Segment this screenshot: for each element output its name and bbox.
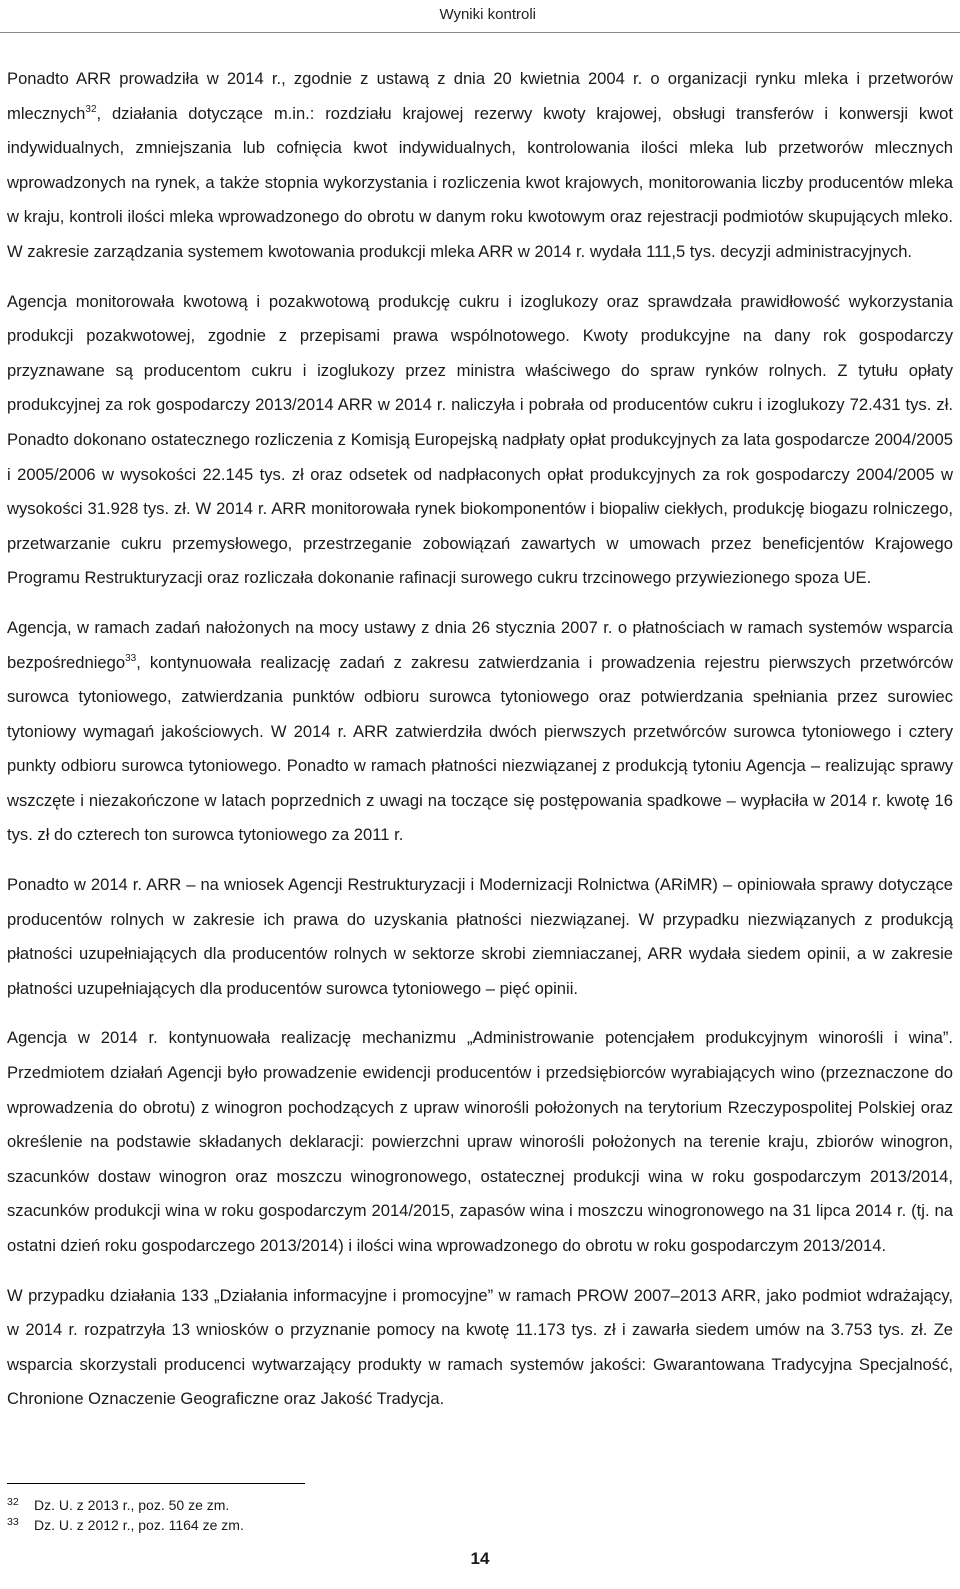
footnote-text: Dz. U. z 2012 r., poz. 1164 ze zm.: [34, 1517, 244, 1533]
footnote-number: 32: [7, 1496, 19, 1508]
paragraph-milk: [7, 62, 953, 270]
paragraph-text: , kontynuowała realizację zadań z zakresu zatwierdzania i prowadzenia rejestru pierwszych przetwórców surowca tytoniowego, zatwierdzania punktów odbioru surowca tytoniowego oraz potwierdzania spełniania przez surowiec tytoniowy wymagań jakościowych. W 2014 r. ARR zatwierdziła dwóch pierwszych przetwórców surowca tytoniowego i cztery punkty odbioru surowca tytoniowego. Ponadto w ramach płatności niezwiązanej z produkcją tytoniu Agencja – realizując sprawy wszczęte i niezakończone w latach poprzednich z uwagi na toczące się postępowania spadkowe – wypłaciła w 2014 r. kwotę 16 tys. zł do czterech ton surowca tytoniowego za 2011 r.: [7, 652, 953, 845]
footnote-divider: [7, 1483, 305, 1484]
paragraph-text: Ponadto w 2014 r. ARR – na wniosek Agencji Restrukturyzacji i Modernizacji Rolnictwa (ARiMR) – opiniowała sprawy dotyczące producentów rolnych w zakresie ich prawa do uzyskania płatności niezwiązanej. W przypadku niezwiązanych z produkcją płatności uzupełniających dla producentów rolnych w sektorze skrobi ziemniaczanej, ARR wydała siedem opinii, a w zakresie płatności uzupełniających dla producentów surowca tytoniowego – pięć opinii.: [7, 875, 953, 998]
footnote-item: [7, 1515, 607, 1535]
footnote-item: [7, 1495, 607, 1515]
paragraph-tobacco: [7, 611, 953, 853]
paragraph-opinions: [7, 868, 953, 1006]
page-number: 14: [470, 1549, 490, 1568]
paragraph-text: Agencja w 2014 r. kontynuowała realizację mechanizmu „Administrowanie potencjałem produkcyjnym winorośli i wina”. Przedmiotem działań Agencji było prowadzenie ewidencji producentów i przedsiębiorców wyrabiających wino (przeznaczone do wprowadzenia do obrotu) z winogron pochodzących z upraw winorośli położonych na terytorium Rzeczypospolitej Polskiej oraz określenie na podstawie składanych deklaracji: powierzchni upraw winorośli położonych na terenie kraju, zbiorów winogron, szacunków dostaw winogron oraz moszczu winogronowego, ostatecznej produkcji wina w roku gospodarczym 2013/2014, szacunków produkcji wina w roku gospodarczym 2014/2015, zapasów wina i moszczu winogronowego na 31 lipca 2014 r. (tj. na ostatni dzień roku gospodarczego 2013/2014) i ilości wina wprowadzonego do obrotu w roku gospodarczym 2013/2014.: [7, 1028, 953, 1255]
paragraph-sugar: [7, 285, 953, 596]
paragraph-text: , działania dotyczące m.in.: rozdziału krajowej rezerwy kwoty krajowej, obsługi transferów i konwersji kwot indywidualnych, zmniejszania lub cofnięcia kwot indywidualnych, kontrolowania ilości mleka lub przetworów mlecznych wprowadzonych na rynek, a także stopnia wykorzystania i rozliczenia kwot krajowych, monitorowania liczby producentów mleka w kraju, kontroli ilości mleka wprowadzonego do obrotu w danym roku kwotowym oraz rejestracji podmiotów skupujących mleko. W zakresie zarządzania systemem kwotowania produkcji mleka ARR w 2014 r. wydała 111,5 tys. decyzji administracyjnych.: [7, 103, 953, 261]
paragraph-text: W przypadku działania 133 „Działania informacyjne i promocyjne” w ramach PROW 2007–2013 ARR, jako podmiot wdrażający, w 2014 r. rozpatrzyła 13 wniosków o przyznanie pomocy na kwotę 11.173 tys. zł i zawarła siedem umów na 3.753 tys. zł. Ze wsparcia skorzystali producenci wytwarzający produkty w ramach systemów jakości: Gwarantowana Tradycyjna Specjalność, Chronione Oznaczenie Geograficzne oraz Jakość Tradycja.: [7, 1285, 953, 1409]
footnote-number: 33: [7, 1516, 19, 1528]
running-header-title: Wyniki kontroli: [439, 6, 536, 23]
paragraph-text: Agencja monitorowała kwotową i pozakwotową produkcję cukru i izoglukozy oraz sprawdzała prawidłowość wykorzystania produkcji pozakwotowej, zgodnie z przepisami prawa wspólnotowego. Kwoty produkcyjne na dany rok gospodarczy przyznawane są producentom cukru i izoglukozy przez ministra właściwego do spraw rynków rolnych. Z tytułu opłaty produkcyjnej za rok gospodarczy 2013/2014 ARR w 2014 r. naliczyła i pobrała od producentów cukru i izoglukozy 72.431 tys. zł. Ponadto dokonano ostatecznego rozliczenia z Komisją Europejską nadpłaty opłat produkcyjnych za lata gospodarcze 2004/2005 i 2005/2006 w wysokości 22.145 tys. zł oraz odsetek od nadpłaconych opłat produkcyjnych za rok gospodarczy 2004/2005 w wysokości 31.928 tys. zł. W 2014 r. ARR monitorowała rynek biokomponentów i biopaliw ciekłych, produkcję biogazu rolniczego, przetwarzanie cukru przemysłowego, przestrzeganie zobowiązań zawartych w umowach przez beneficjentów Krajowego Programu Restrukturyzacji oraz rozliczała dokonanie rafinacji surowego cukru trzcinowego przywiezionego spoza UE.: [7, 291, 953, 588]
paragraph-text: Ponadto ARR prowadziła w 2014 r., zgodnie z ustawą z dnia 20 kwietnia 2004 r. o organizacji rynku mleka i przetworów mlecznych: [7, 69, 953, 123]
page-header: [0, 0, 960, 33]
footnote-ref: 32: [85, 103, 97, 115]
footnote-ref: 33: [125, 652, 137, 664]
paragraph-promotion: [7, 1279, 953, 1417]
footnotes: [7, 1495, 607, 1535]
paragraph-wine: [7, 1021, 953, 1263]
paragraph-text: Agencja, w ramach zadań nałożonych na mocy ustawy z dnia 26 stycznia 2007 r. o płatnościach w ramach systemów wsparcia bezpośredniego: [7, 617, 953, 672]
footnote-text: Dz. U. z 2013 r., poz. 50 ze zm.: [34, 1497, 230, 1513]
main-text: [7, 62, 953, 1432]
